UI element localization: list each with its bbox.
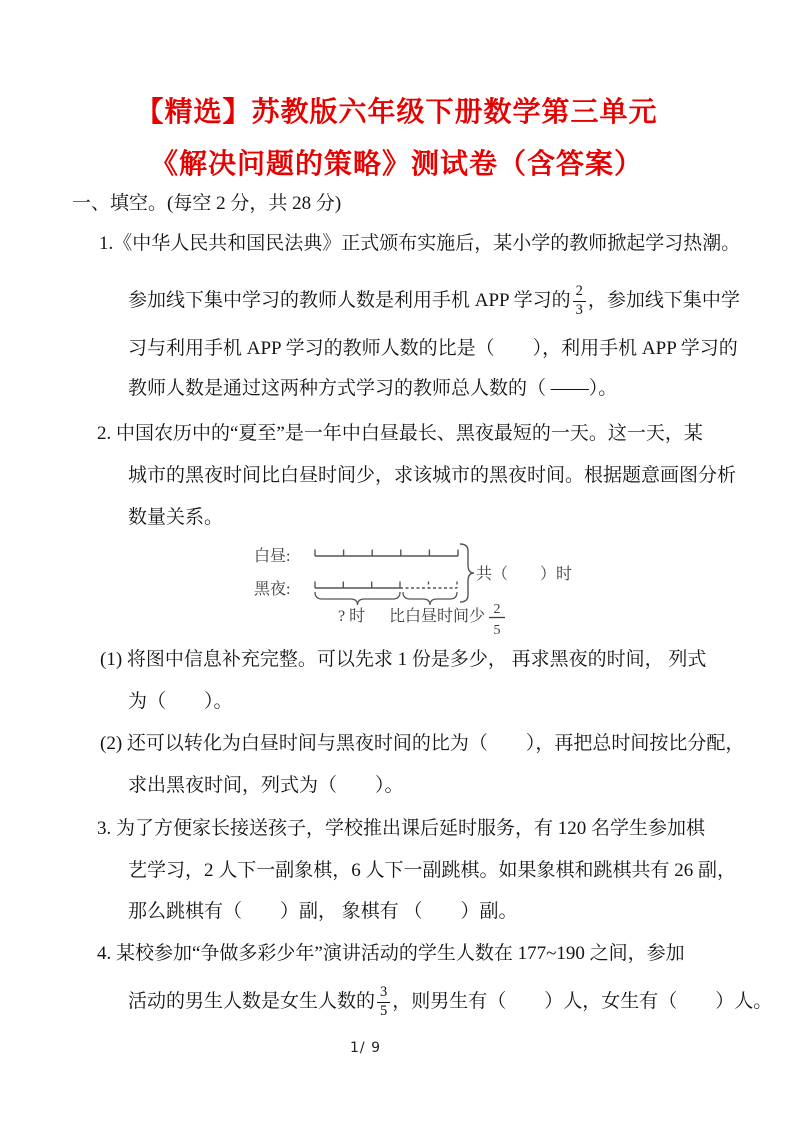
diagram-fraction-denominator: 5	[493, 623, 501, 638]
q1-line4: 教师人数是通过这两种方式学习的教师总人数的（ ——）。	[128, 378, 618, 399]
diagram-day-label: 白昼:	[254, 548, 291, 565]
q2-sub1-line2: 为（ ）。	[128, 691, 233, 712]
fraction-numerator: 3	[380, 983, 388, 1000]
q3-line3: 那么跳棋有（ ）副， 象棋有 （ ）副。	[128, 901, 518, 922]
q2-sub2-line2: 求出黑夜时间，列式为（ ）。	[128, 775, 404, 796]
q1-line3: 习与利用手机 APP 学习的教师人数的比是（ ），利用手机 APP 学习的	[128, 338, 738, 359]
unknown-underbrace	[315, 592, 400, 605]
night-bar-solid-line	[315, 582, 400, 589]
diagram-total-label: 共（ ）时	[476, 566, 573, 583]
fraction-denominator: 3	[573, 301, 586, 319]
diagram-night-label: 黑夜:	[254, 581, 291, 598]
night-bar-dotted-line	[400, 582, 457, 589]
fraction-denominator: 5	[377, 1002, 390, 1020]
bar-model-diagram	[246, 530, 586, 644]
q1-line2-text: 参加线下集中学习的教师人数是利用手机 APP 学习的	[128, 290, 571, 311]
day-bar-line	[315, 550, 458, 557]
fraction-numerator: 2	[575, 282, 583, 299]
less-underbrace	[403, 592, 457, 605]
q1-line2-text-after: ，参加线下集中学	[587, 290, 740, 311]
q1-line2	[128, 272, 740, 330]
document-title-line2: 《解决问题的策略》测试卷（含答案）	[149, 148, 643, 179]
q1-line1: 1.《中华人民共和国民法典》正式颁布实施后，某小学的教师掀起学习热潮。	[99, 233, 741, 254]
q4-line2-text-after: ，则男生有（ ）人，女生有（ ）人。	[392, 991, 773, 1012]
q2-sub2-line1: (2) 还可以转化为白昼时间与黑夜时间的比为（ ），再把总时间按比分配，	[100, 733, 745, 754]
q3-line1: 3. 为了方便家长接送孩子，学校推出课后延时服务，有 120 名学生参加棋	[97, 818, 706, 839]
document-title-line1: 【精选】苏教版六年级下册数学第三单元	[135, 96, 658, 127]
page-number: 1/ 9	[350, 1040, 381, 1056]
q4-line2	[128, 973, 772, 1031]
diagram-fraction-numerator: 2	[493, 602, 501, 617]
diagram-fraction-two-fifths	[489, 602, 505, 638]
fraction-two-thirds	[573, 284, 586, 318]
diagram-unknown-label: ? 时	[338, 608, 366, 625]
section-heading: 一、填空。(每空 2 分，共 28 分)	[72, 193, 342, 214]
q2-line2: 城市的黑夜时间比白昼时间少，求该城市的黑夜时间。根据题意画图分析	[128, 465, 737, 486]
fraction-three-fifths	[377, 985, 390, 1019]
diagram-less-label: 比白昼时间少	[389, 608, 486, 625]
q4-line2-text: 活动的男生人数是女生人数的	[128, 991, 376, 1012]
q2-sub1-line1: (1) 将图中信息补充完整。可以先求 1 份是多少， 再求黑夜的时间， 列式	[100, 649, 707, 670]
q4-line1: 4. 某校参加“争做多彩少年”演讲活动的学生人数在 177~190 之间，参加	[97, 943, 685, 964]
total-brace	[460, 544, 474, 602]
q3-line2: 艺学习，2 人下一副象棋，6 人下一副跳棋。如果象棋和跳棋共有 26 副，	[128, 860, 737, 881]
q2-line1: 2. 中国农历中的“夏至”是一年中白昼最长、黑夜最短的一天。这一天，某	[97, 423, 703, 444]
q2-line3: 数量关系。	[128, 507, 224, 528]
